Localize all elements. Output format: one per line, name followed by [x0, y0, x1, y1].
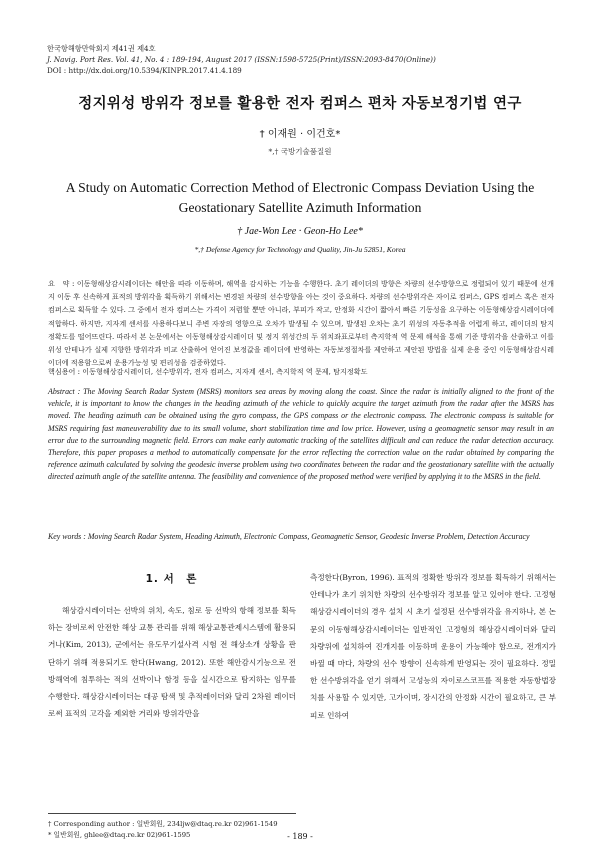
footnote-divider [48, 813, 296, 814]
journal-header [47, 43, 567, 76]
affiliation-en: *,† Defense Agency for Technology and Quality, Jin-Ju 52851, Korea [194, 245, 406, 254]
footnote-member: * 일반회원, ghlee@dtaq.re.kr 02)961-1595 [48, 831, 191, 839]
footnote-corresponding-author: † Corresponding author : 일반회원, 234ljw@dtaq.re.kr 02)961-1549 [48, 820, 278, 828]
keywords-en: Key words : Moving Search Radar System, Heading Azimuth, Electronic Compass, Geomagnetic Sensor, Geodesic Inverse Problem, Detection Accuracy [48, 532, 530, 541]
body-column-right: 측정한다(Byron, 1996). 표적의 정확한 방위각 정보를 획득하기 위해서는 안테나가 초기 위치한 차량의 선수방위각 정보를 알고 있어야 한다. 고정형 해상감시레이더의 경우 설치 시 초기 설정된 선수방위각을 유지하나, 본 논문의 이동형해상감시레이더는 일반적인 고정형의 해상감시레이더와 달리 차량위에 설치하여 진개지를 이동하며 운용이 가능해야 함으로, 전개지가 바뀔 때 마다, 차량의 선수 방향이 신속하게 반영되는 것이 필요하다. 정밀한 선수방위각을 얻기 위해서 고성능의 자이로스코프를 적용한 자동항법장치를 사용할 수 있지만, 고가이며, 장시간의 안정화 시간이 필요하고, 큰 부피로 인하여 [310, 573, 556, 720]
citation-line: J. Navig. Port Res. Vol. 41, No. 4 : 189-194, August 2017 (ISSN:1598-5725(Print)/ISSN:2093-8470(Online)) [47, 55, 436, 64]
keywords-kr: 핵심용어 : 이동형해상감시레이더, 선수방위각, 전자 컴퍼스, 지자계 센서, 측지학적 역 문제, 탐지정확도 [48, 367, 368, 376]
journal-name-kr: 한국항해항만학회지 제41권 제4호 [47, 44, 156, 53]
affiliation-kr: *,† 국방기술품질원 [268, 147, 332, 156]
paper-title-kr: 정지위성 방위각 정보를 활용한 전자 컴퍼스 편차 자동보정기법 연구 [78, 96, 522, 112]
abstract-en: Abstract : The Moving Search Radar System (MSRS) monitors sea areas by moving along the coast. Since the radar is initially aligned to the front of the vehicle, it is important to know the changes in the heading azimuth of the vehicle to quickly acquire the target azimuth from the radar after the MSRS has moved. The heading azimuth can be obtained using the gyro compass, the GPS compass or the electronic compass. The electronic compass is suitable for MSRS requiring fast maneuverability due to its small volume, short stabilization time and low price. However, using a geomagnetic sensor may result in an error due to the surrounding magnetic field. Errors can make early automatic tracking of the satellites difficult and can reduce the radar detection accuracy. Therefore, this paper proposes a method to automatically compensate for the error reflecting the correction value on the radar obtained by comparing the reference azimuth calculated by solving the geodesic inverse problem using two coordinates between the radar and the geostationary satellite with the actually directed azimuth angle of the satellite antenna. The feasibility and convenience of the proposed method were verified by applying it to the MSRS in the field. [48, 387, 554, 482]
page-number: - 189 - [287, 832, 313, 841]
paper-title-en: A Study on Automatic Correction Method of Electronic Compass Deviation Using the Geostationary Satellite Azimuth Information [65, 180, 535, 215]
authors-kr: † 이재원 · 이건호* [259, 129, 341, 140]
section-heading-introduction: 1. 서 론 [145, 573, 198, 585]
doi-link[interactable]: DOI : http://dx.doi.org/10.5394/KINPR.2017.41.4.189 [47, 66, 242, 75]
authors-en: † Jae-Won Lee · Geon-Ho Lee* [237, 226, 363, 237]
body-column-left: 해상감시레이더는 선박의 위치, 속도, 침로 등 선박의 항해 정보를 획득하는 장비로써 안전한 해상 교통 관리를 위해 해상교통관제시스템에 활용되거나(Kim, 2013), 군에서는 유도무기설사격 시험 전 해상소개 상황을 판단하기 위해 적용되기도 한다(Hwang, 2012). 또한 해안감시기능으로 전방해역에 침투하는 적의 선박이나 함정 등을 실시간으로 탐지하는 임무를 수행한다. 해상감시레이더는 대공 탐색 및 추적레이더와 달리 2차원 레이더로써 표적의 고각을 제외한 거리와 방위각만을 [48, 606, 296, 719]
abstract-kr: 요 약 : 이동형해상감시레이더는 해안을 따라 이동하며, 해역을 감시하는 기능을 수행한다. 초기 레이더의 방향은 차량의 선수방향으로 정렬되어 있기 때문에 선개지 이동 후 신속하게 표적의 방위각을 획득하기 위해서는 변경된 차량의 선수방향을 아는 것이 중요하다. 차량의 선수방위각은 자이로 컴퍼스, GPS 컴퍼스 혹은 전자 컴퍼스로 획득할 수 있다. 그 중에서 전자 컴퍼스는 가격이 저렴할 뿐만 아니라, 부피가 작고, 안정화 시간이 짧아서 빠른 기동성을 요구하는 이동형해상감시레이더에 적합하다. 하지만, 지자계 센서를 사용하다보니 주변 자장의 영향으로 오차가 발생될 수 있으며, 발생된 오차는 초기 위성의 자동추적을 어렵게 하고, 레이더의 탐지정확도를 떨어뜨린다. 따라서 본 논문에서는 이동형해상감시레이더 및 정지 위성간의 두 위치좌표로부터 측지학적 역 문제 해석을 통해 기준 방위각을 산출하고 이를 위성 안테나가 실제 지향한 방위각과 비교 산출하여 얻어진 보정값을 레이더에 반영하는 자동보정절차를 제안하고 제안된 방법을 실제 운용 중인 이동형해상감시레이더에 적용함으로써 운용가능성 및 편리성을 검증하였다. [48, 279, 554, 368]
